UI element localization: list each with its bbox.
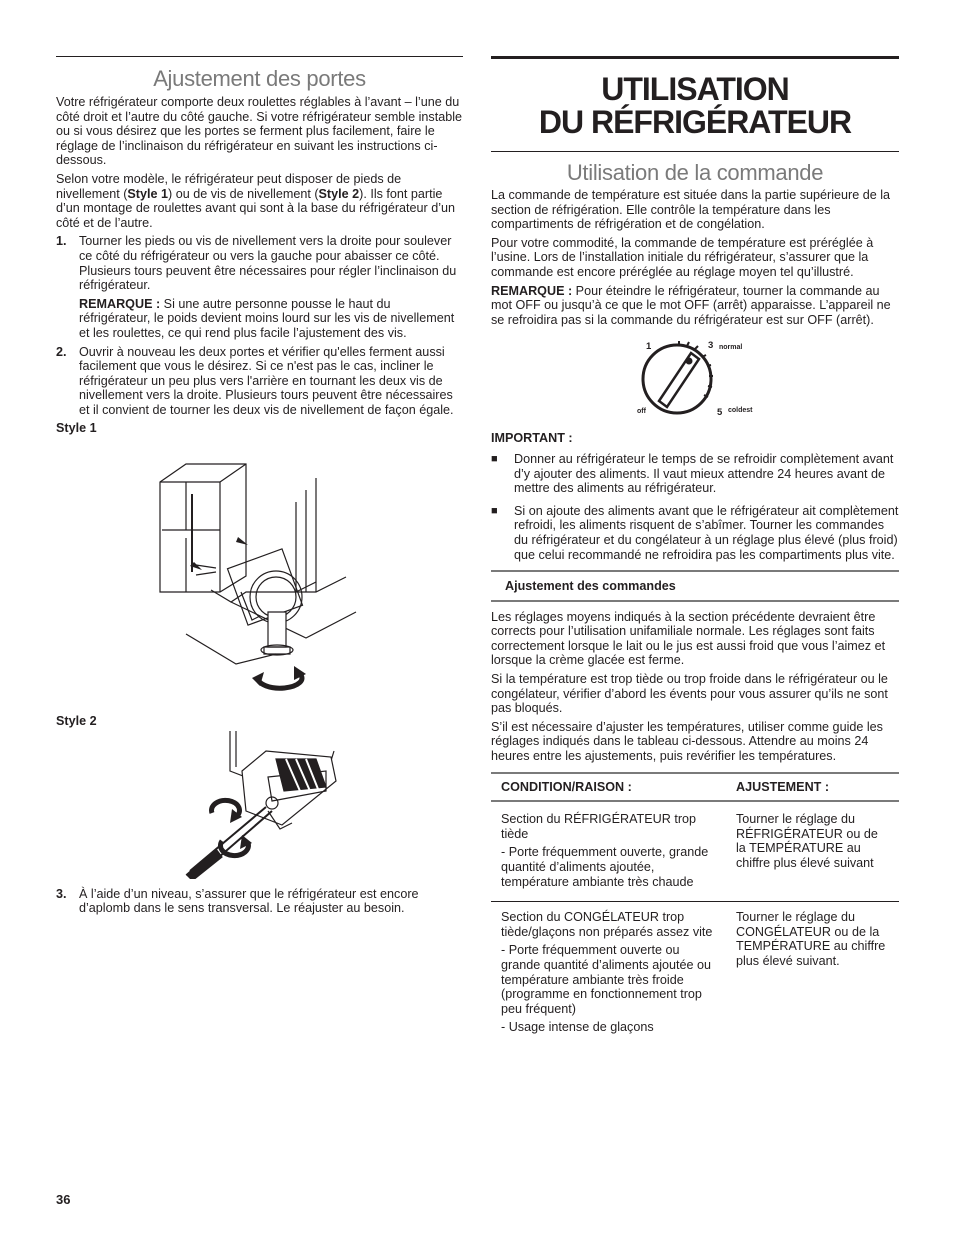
section-title-portes: Ajustement des portes <box>153 66 366 91</box>
step-3: 3. À l’aide d’un niveau, s’assurer que le réfrigérateur est encore d’aplomb dans le sens transversal. Le réajuster au besoin. <box>56 886 419 916</box>
adjustment-table <box>491 772 899 1045</box>
important-label: IMPORTANT : <box>491 431 573 446</box>
table-header-condition: CONDITION/RAISON : <box>491 773 726 802</box>
dial-label-normal: normal <box>719 344 743 352</box>
dial-label-5: 5 <box>717 407 723 419</box>
table-row: Section du CONGÉLATEUR trop tiède/glaçons non préparés assez vite - Porte fréquemment ouverte ou grande quantité d’aliments ajoutée ou température ambiante très froide (programme en fonctionnement trop peu fréquent) - Usage intense de glaçons Tourner le réglage du CONGÉLATEUR ou de la TEMPÉRATURE au chiffre plus élevé suivant. <box>501 910 886 1035</box>
top-rule <box>56 56 463 57</box>
table-row: Section du RÉFRIGÉRATEUR trop tiède - Porte fréquemment ouverte, grande quantité d’aliments ajoutée, température ambiante très chaude Tourner le réglage du RÉFRIGÉRATEUR ou de la TEMPÉRATURE au chiffre plus élevé suivant <box>491 801 899 901</box>
style1-label: Style 1 <box>56 421 97 436</box>
subsection-title: Ajustement des commandes <box>505 579 676 594</box>
style2-illustration <box>176 731 436 879</box>
dial-label-1: 1 <box>646 341 652 353</box>
intro-paragraph: Votre réfrigérateur comporte deux roulettes réglables à l’avant – l’une du côté droit et l’autre du côté gauche. Si votre réfrigérateur semble instable ou si vous désirez que les portes se ferment plus facilement, faire le réglage de l’inclinaison du réfrigérateur en suivant les instructions ci-dessous. <box>56 95 463 168</box>
table-header-adjustment: AJUSTEMENT : <box>726 773 899 802</box>
step-1-note: REMARQUE : Si une autre personne pousse le haut du réfrigérateur, le poids devient moins lourd sur les vis de nivellement et les roulettes, ce qui rend plus facile l’ajustement des vis. <box>79 296 455 340</box>
important-bullet-1: ■ Donner au réfrigérateur le temps de se refroidir complètement avant d’y ajouter des aliments. Il vaut mieux attendre 24 heures avant de mettre des aliments au réfrigérateur. <box>491 451 894 496</box>
temperature-dial-illustration <box>491 331 899 427</box>
section-title-commande: Utilisation de la commande <box>566 160 824 185</box>
right-column <box>491 56 899 1045</box>
step-2: 2. Ouvrir à nouveau les deux portes et vérifier qu'elles ferment aussi facilement que vous le désirez. Si ce n'est pas le cas, incliner le réfrigérateur un peu plus vers l'arrière en tournant les deux vis de nivellement vers la droite. Plusieurs tours peuvent être nécessaires et il convient de tourner les deux vis de nivellement de façon égale. <box>56 344 454 417</box>
chapter-bottom-rule <box>491 151 899 152</box>
step-1: 1. Tourner les pieds ou vis de nivellement vers la droite pour soulever ce côté du réfrigérateur ou vers la gauche pour abaisser ce côté. Plusieurs tours peuvent être nécessaires pour régler l’inclinaison du réfrigérateur. REMARQUE : Si une autre personne pousse le haut du réfrigérateur, le poids devient moins lourd sur les vis de nivellement et les roulettes, ce qui rend plus facile l’ajustement des vis. <box>56 234 463 340</box>
dial-label-off: off <box>637 408 646 416</box>
subsection-bottom-rule <box>491 600 899 602</box>
dial-label-coldest: coldest <box>728 407 753 415</box>
commande-paragraph-2: Pour votre commodité, la commande de température est préréglée à l’usine. Lors de l’installation initiale du réfrigérateur, s’assurer que la commande est encore préréglée au réglage moyen tel qu’illustré. <box>491 235 874 279</box>
left-column <box>56 56 463 920</box>
chapter-title: UTILISATION DU RÉFRIGÉRATEUR <box>538 71 852 140</box>
page-number: 36 <box>56 1192 71 1207</box>
commande-note: REMARQUE : Pour éteindre le réfrigérateur, tourner la commande au mot OFF ou jusqu’à ce que le mot OFF (arrêt) apparaisse. L’appareil ne se refroidira pas si la commande du réfrigérateur est sur OFF (arrêt). <box>491 283 891 327</box>
style1-illustration <box>156 442 456 712</box>
table-header-row <box>491 773 899 802</box>
models-paragraph: Selon votre modèle, le réfrigérateur peut disposer de pieds de nivellement (Style 1) ou de vis de nivellement (Style 2). Ils font partie d’un montage de roulettes avant qui sont à la base du réfrigérateur d’un côté et de l’autre. <box>56 171 456 230</box>
ajustement-paragraph-2: Si la température est trop tiède ou trop froide dans le réfrigérateur ou le congélateur, vérifier d’abord les évents pour vous assurer qu’ils ne sont pas bloqués. <box>491 672 888 716</box>
style2-label: Style 2 <box>56 714 97 729</box>
dial-label-3: 3 <box>708 340 714 352</box>
ajustement-paragraph-3: S’il est nécessaire d’ajuster les températures, utiliser comme guide les réglages indiqués dans le tableau ci-dessous. Attendre au moins 24 heures entre les ajustements, puis revérifier les températures. <box>491 719 883 764</box>
ajustement-paragraph-1: Les réglages moyens indiqués à la section précédente devraient être corrects pour l’utilisation unifamiliale normale. Les réglages sont faits correctement lorsque le lait ou le jus est aussi froid que vous l’aimez et lorsque la crème glacée est ferme. <box>491 609 886 668</box>
important-bullet-2: ■ Si on ajoute des aliments avant que le réfrigérateur ait complètement refroidi, les aliments risquent de s’abîmer. Tourner les commandes du réfrigérateur et du congélateur à un réglage plus élevé (plus froid) que celui recommandé ne refroidira pas les compartiments plus vite. <box>491 503 899 562</box>
chapter-top-rule <box>491 56 899 59</box>
commande-paragraph-1: La commande de température est située dans la partie supérieure de la section de réfrigération. Elle contrôle la température dans les compartiments de réfrigération et de congélation. <box>491 188 891 232</box>
